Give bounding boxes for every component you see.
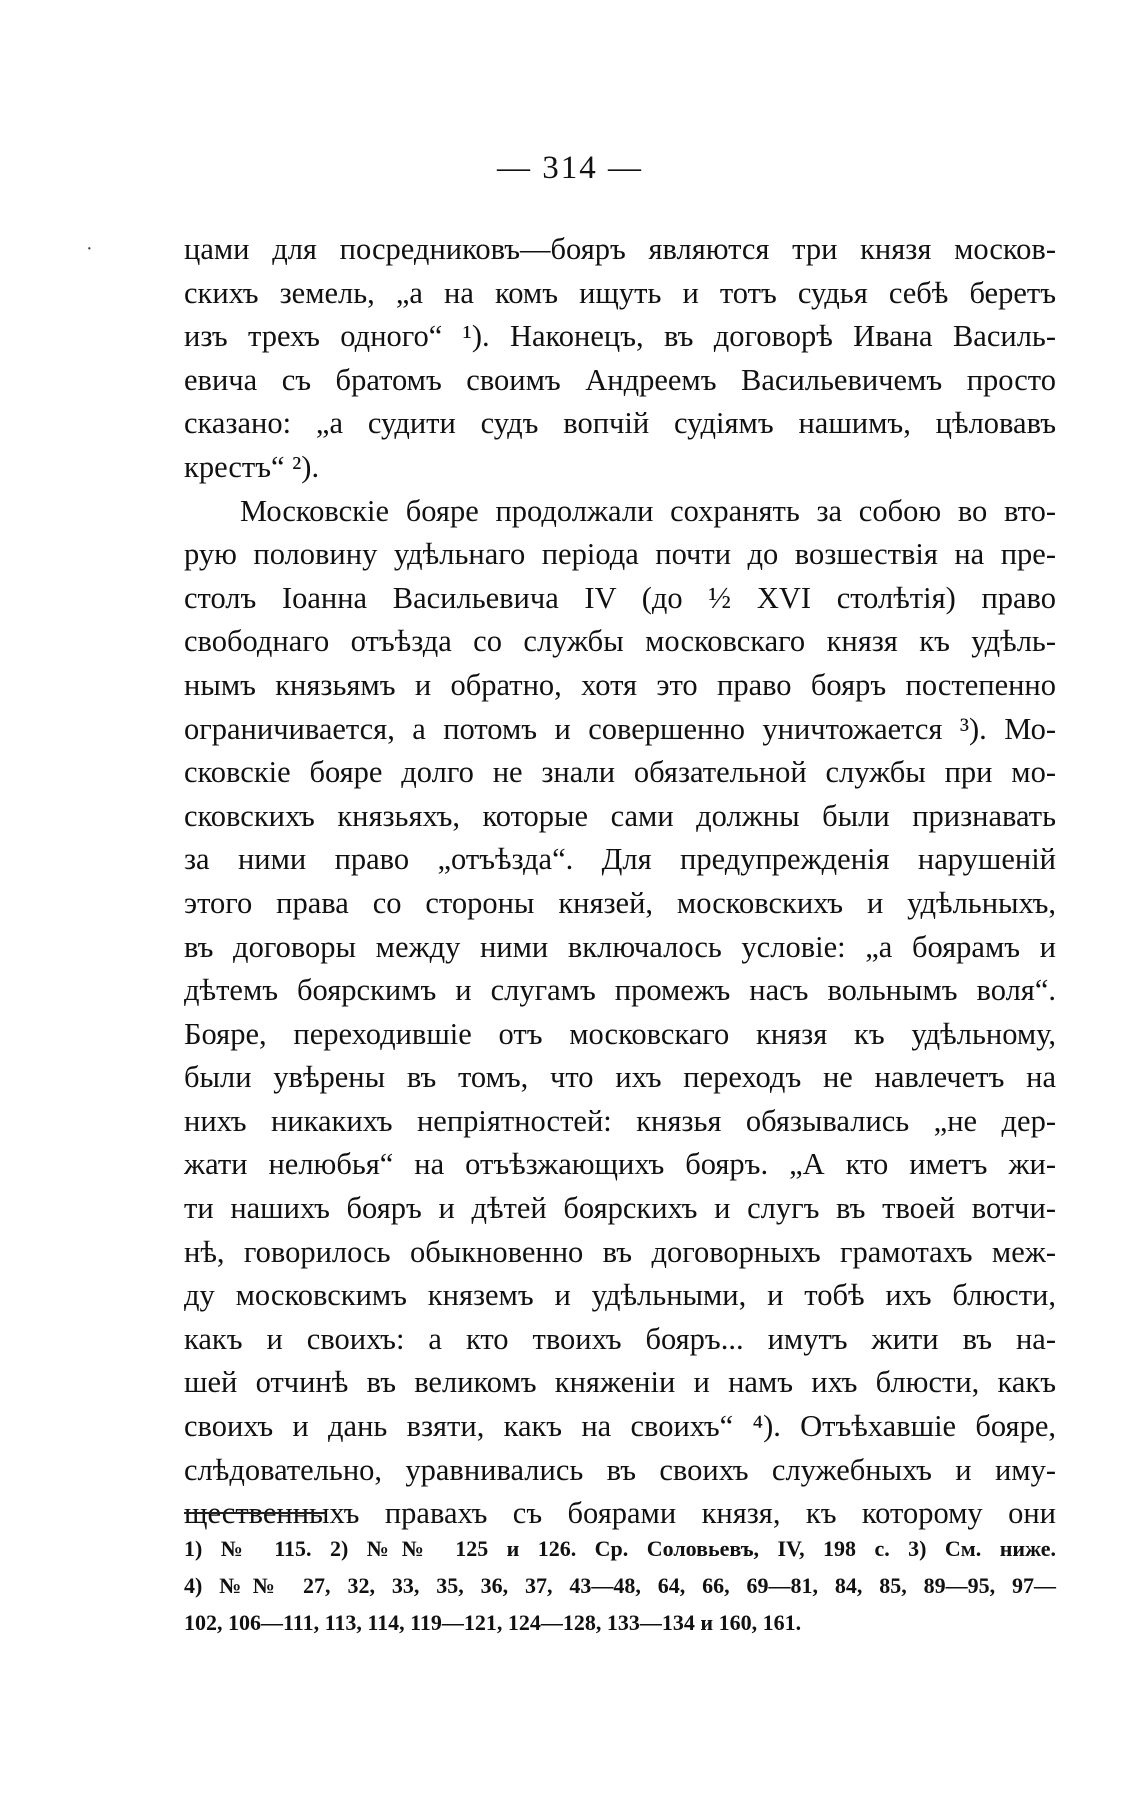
text-line: жати нелюбья“ на отъѣзжающихъ бояръ. „А кто иметъ жи- [184, 1147, 1056, 1182]
text-line: ти нашихъ бояръ и дѣтей боярскихъ и слугъ въ твоей вотчи- [184, 1191, 1056, 1226]
text-line: Бояре, переходившіе отъ московскаго князя къ удѣльному, [184, 1016, 1056, 1051]
text-line: ограничивается, а потомъ и совершенно уничтожается ³). Мо- [184, 711, 1056, 746]
text-line: щественныхъ правахъ съ боярами князя, къ которому они [184, 1496, 1056, 1531]
text-line: Московскіе бояре продолжали сохранять за собою во вто- [240, 493, 1056, 528]
text-line: нихъ никакихъ непріятностей: князья обязывались „не дер- [184, 1103, 1056, 1138]
text-line: шей отчинѣ въ великомъ княженіи и намъ ихъ блюсти, какъ [184, 1365, 1056, 1400]
footnote-line: 102, 106—111, 113, 114, 119—121, 124—128, 133—134 и 160, 161. [184, 1610, 802, 1635]
footnote-divider [184, 1512, 326, 1514]
margin-mark: · [86, 238, 93, 260]
text-line: сковскіе бояре долго не знали обязательной службы при мо- [184, 755, 1056, 790]
text-line: были увѣрены въ томъ, что ихъ переходъ не навлечетъ на [184, 1060, 1056, 1095]
text-line: сказано: „а судити судъ вопчій судіямъ нашимъ, цѣловавъ [184, 406, 1056, 441]
text-line: столъ Іоанна Васильевича IV (до ½ XVI столѣтія) право [184, 580, 1056, 615]
footnote-line: 4) №№ 27, 32, 33, 35, 36, 37, 43—48, 64, 66, 69—81, 84, 85, 89—95, 97— [184, 1573, 1056, 1598]
text-line: сковскихъ князьяхъ, которые сами должны были признавать [184, 798, 1056, 833]
text-line: нымъ князьямъ и обратно, хотя это право бояръ постепенно [184, 667, 1056, 702]
text-line: дѣтемъ боярскимъ и слугамъ промежъ насъ вольнымъ воля“. [184, 973, 1056, 1008]
text-line: въ договоры между ними включалось условіе: „а боярамъ и [184, 929, 1056, 964]
text-line: слѣдовательно, уравнивались въ своихъ служебныхъ и иму- [184, 1452, 1056, 1487]
text-line: рую половину удѣльнаго періода почти до возшествія на пре- [184, 537, 1056, 572]
page-number: — 314 — [497, 150, 643, 186]
text-line: евича съ братомъ своимъ Андреемъ Васильевичемъ просто [184, 362, 1056, 397]
text-line: за ними право „отъѣзда“. Для предупрежденія нарушеній [184, 842, 1056, 877]
text-line: своихъ и дань взяти, какъ на своихъ“ ⁴). Отъѣхавшіе бояре, [184, 1409, 1056, 1444]
text-line: цами для посредниковъ—бояръ являются три князя москов- [184, 232, 1056, 266]
footnote-line: 1) № 115. 2) №№ 125 и 126. Ср. Соловьевъ, IV, 198 с. 3) См. ниже. [184, 1536, 1056, 1561]
text-line: скихъ земель, „а на комъ ищуть и тотъ судья себѣ беретъ [184, 275, 1056, 310]
text-line: крестъ“ ²). [184, 449, 320, 484]
text-line: свободнаго отъѣзда со службы московскаго князя къ удѣль- [184, 624, 1056, 659]
text-line: какъ и своихъ: а кто твоихъ бояръ... имутъ жити въ на- [184, 1321, 1056, 1356]
text-line: изъ трехъ одного“ ¹). Наконецъ, въ договорѣ Ивана Василь- [184, 319, 1056, 354]
text-line: ду московскимъ княземъ и удѣльными, и тобѣ ихъ блюсти, [184, 1278, 1056, 1313]
footnotes [184, 1530, 1056, 1641]
main-text [184, 228, 1056, 1536]
text-line: этого права со стороны князей, московскихъ и удѣльныхъ, [184, 885, 1056, 920]
text-line: нѣ, говорилось обыкновенно въ договорныхъ грамотахъ меж- [184, 1234, 1056, 1269]
